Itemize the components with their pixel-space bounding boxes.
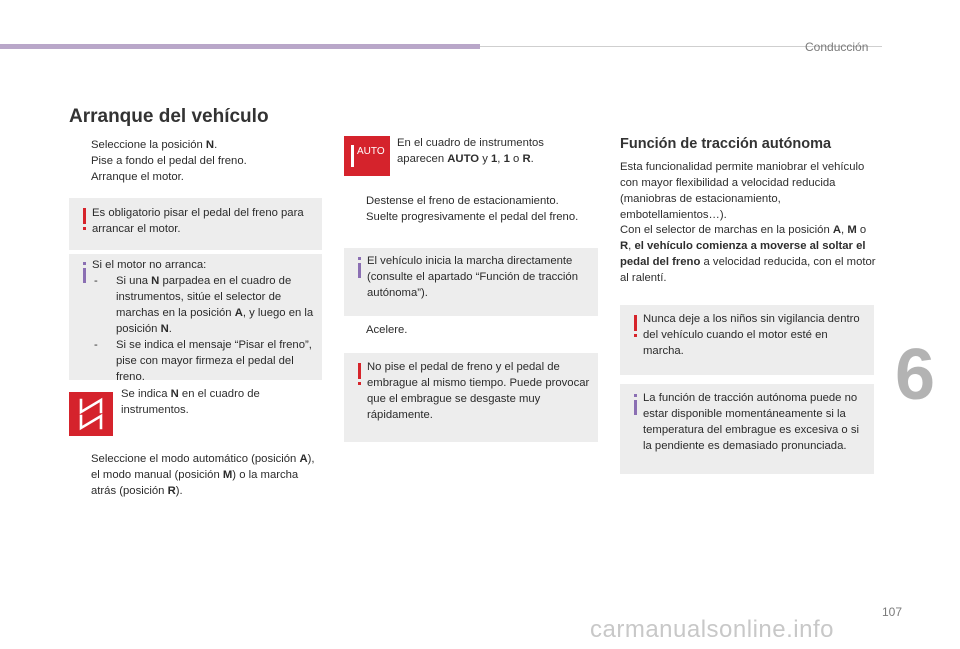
brake-steps (344, 193, 604, 225)
info-intro: Si el motor no arranca: (92, 259, 207, 271)
section-name: Conducción (805, 40, 869, 54)
info-box (344, 248, 598, 316)
step-item: Pise a fondo el pedal del freno. (91, 155, 247, 167)
page-title: Arranque del vehículo (69, 106, 269, 127)
info-text: La función de tracción autónoma puede no estar disponible momentáneamente si la temperatura del embrague es excesiva o si la pendiente es demasiado pronunciada. (643, 392, 860, 452)
info-text: El vehículo inicia la marcha directamente (consulte el apartado “Función de tracción autónoma”). (367, 255, 578, 299)
warning-text: No pise el pedal de freno y el pedal de embrague al mismo tiempo. Puede provocar que el embrague se desgaste muy rápidamente. (367, 361, 590, 421)
warning-icon (358, 363, 361, 379)
paragraph: Con el selector de marchas en la posición A, M o R, el vehículo comienza a moverse al soltar el pedal del freno a velocidad reducida, con el motor al ralentí. (620, 224, 876, 284)
step-item: Arranque el motor. (91, 171, 184, 183)
info-icon (83, 268, 86, 283)
chapter-number: 6 (895, 330, 955, 420)
list-item: - Si una N parpadea en el cuadro de instrumentos, sitúe el selector de marchas en la posición A, y luego en la posición N. (94, 275, 314, 335)
info-icon (358, 263, 361, 278)
step-item: Destense el freno de estacionamiento. (366, 195, 559, 207)
warning-box (69, 198, 322, 250)
header-accent-bar (0, 44, 480, 49)
n-indicator-icon (69, 392, 113, 436)
auto-indicator-text: En el cuadro de instrumentos aparecen AUTO y 1, 1 o R. (397, 137, 544, 165)
warning-icon (634, 315, 637, 331)
watermark: carmanualsonline.info (590, 616, 834, 643)
warning-icon (83, 208, 86, 224)
warning-text: Es obligatorio pisar el pedal del freno para arrancar el motor. (92, 207, 304, 235)
warning-box (620, 305, 874, 375)
page-number: 107 (881, 605, 902, 619)
step-item: Suelte progresivamente el pedal del freno. (366, 211, 579, 223)
paragraph: Esta funcionalidad permite maniobrar el vehículo con mayor flexibilidad a velocidad reducida (maniobras de estacionamiento, embotellamientos…). (620, 161, 865, 221)
step-item: Acelere. (366, 324, 408, 336)
info-box (69, 254, 322, 383)
start-steps (69, 137, 319, 185)
accelerate-step (344, 322, 594, 338)
warning-box (344, 353, 598, 442)
n-indicator-text: Se indica N en el cuadro de instrumentos. (121, 388, 260, 416)
step-item: Seleccione el modo automático (posición A), el modo manual (posición M) o la marcha atrás (posición R). (91, 453, 315, 497)
info-icon (634, 400, 637, 415)
list-item: - Si se indica el mensaje “Pisar el freno”, pise con mayor firmeza el pedal del freno. (94, 339, 312, 383)
section-heading: Función de tracción autónoma (620, 136, 832, 152)
mode-step (69, 451, 324, 499)
auto-indicator-icon: AUTO (344, 136, 390, 176)
step-item: Seleccione la posición N. (91, 139, 218, 151)
warning-text: Nunca deje a los niños sin vigilancia dentro del vehículo cuando el motor esté en marcha. (643, 313, 860, 357)
info-box (620, 384, 874, 474)
